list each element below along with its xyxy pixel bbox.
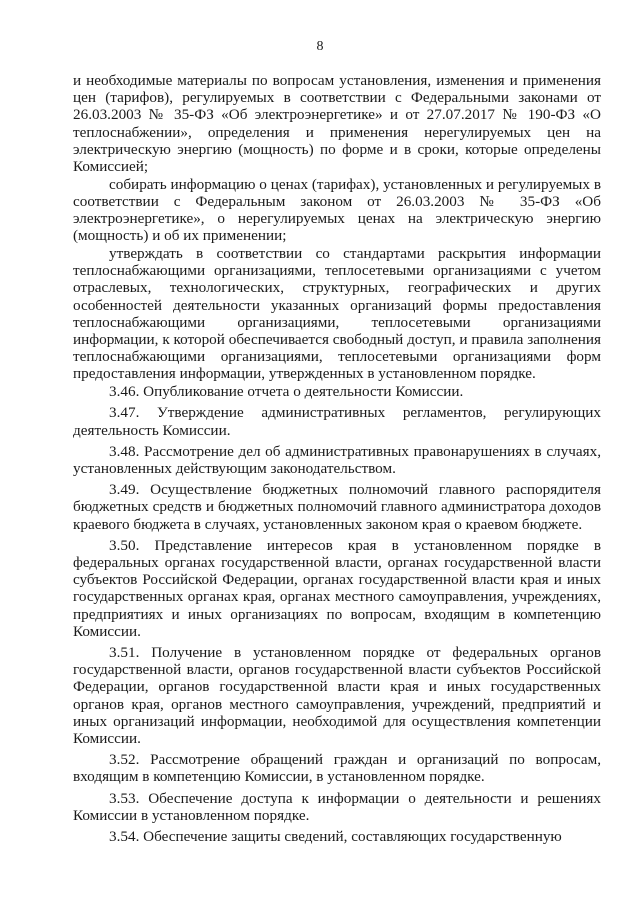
paragraph-intro-continuation: и необходимые материалы по вопросам установления, изменения и применения цен (тарифов), регулируемых в соответствии с Федеральными законами от 26.03.2003 № 35-ФЗ «Об электроэнергетике» и от 27.07.2017 № 190-ФЗ «О теплоснабжении», определения и применения нерегулируемых цен на электрическую энергию (мощность) по форме и в сроки, которые определены Комиссией;: [73, 72, 601, 176]
paragraph-3-46: 3.46. Опубликование отчета о деятельности Комиссии.: [109, 383, 464, 401]
paragraph-3-51: 3.51. Получение в установленном порядке от федеральных органов государственной власти, органов государственной власти субъектов Российской Федерации, органов государственной власти края и иных государственных органов края, органов местного самоуправления, учреждений, предприятий и иных организаций информации, необходимой для осуществления компетенции Комиссии.: [73, 644, 601, 748]
paragraph-3-50: 3.50. Представление интересов края в установленном порядке в федеральных органах государственной власти, органах государственной власти субъектов Российской Федерации, органах государственной власти края и иных государственных органах края, органах местного самоуправления, учреждениях, предприятиях и иных организациях по вопросам, входящим в компетенцию Комиссии.: [73, 536, 601, 640]
paragraph-3-54: 3.54. Обеспечение защиты сведений, составляющих государственную: [109, 828, 562, 846]
paragraph-3-47: 3.47. Утверждение административных регламентов, регулирующих деятельность Комиссии.: [73, 404, 601, 439]
paragraph-3-53: 3.53. Обеспечение доступа к информации о деятельности и решениях Комиссии в установленном порядке.: [73, 789, 601, 824]
document-body: [73, 72, 601, 845]
paragraph-3-52: 3.52. Рассмотрение обращений граждан и организаций по вопросам, входящим в компетенцию Комиссии, в установленном порядке.: [73, 751, 601, 786]
paragraph-collect-info: собирать информацию о ценах (тарифах), установленных и регулируемых в соответствии с Федеральным законом от 26.03.2003 № 35-ФЗ «Об электроэнергетике», о нерегулируемых ценах на электрическую энергию (мощность) и об их применении;: [73, 175, 601, 245]
paragraph-approve-forms: утверждать в соответствии со стандартами раскрытия информации теплоснабжающими организациями, теплосетевыми организациями с учетом отраслевых, технологических, структурных, географических и других особенностей деятельности указанных организаций формы предоставления теплоснабжающими организациями, теплосетевыми организациями информации, к которой обеспечивается свободный доступ, и правила заполнения теплоснабжающими организациями, теплосетевыми организациями форм предоставления информации, утвержденных в установленном порядке.: [73, 245, 601, 383]
page-number: 8: [316, 39, 324, 54]
paragraph-3-49: 3.49. Осуществление бюджетных полномочий главного распорядителя бюджетных средств и бюджетных полномочий главного администратора доходов краевого бюджета в случаях, установленных законом края о краевом бюджете.: [73, 481, 601, 533]
paragraph-3-48: 3.48. Рассмотрение дел об административных правонарушениях в случаях, установленных действующим законодательством.: [73, 442, 601, 477]
